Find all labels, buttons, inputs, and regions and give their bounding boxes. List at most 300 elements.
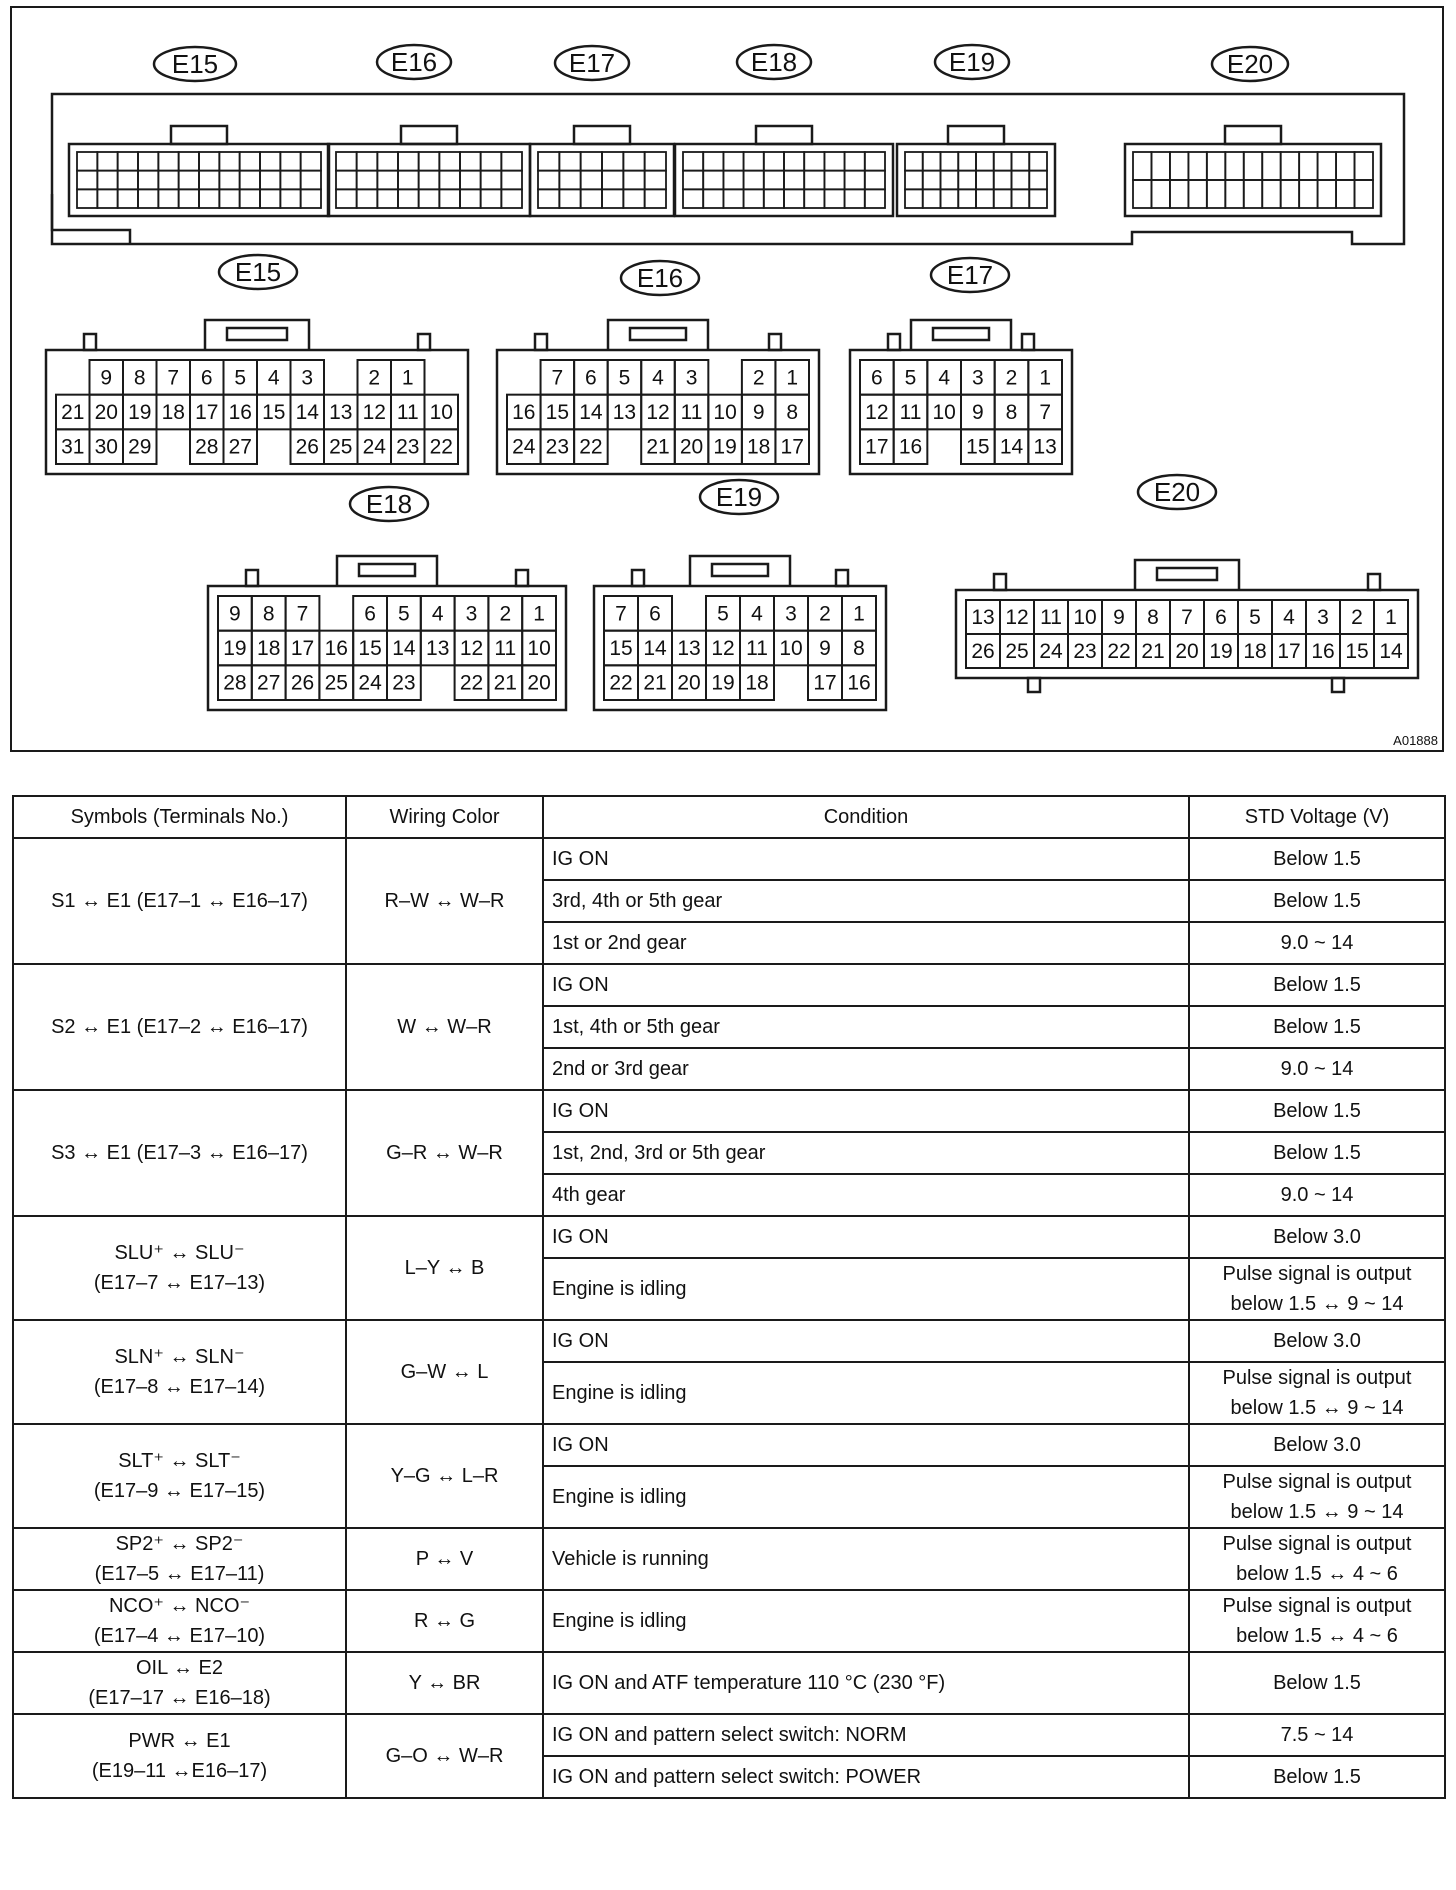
table-row: [13, 1090, 1445, 1132]
top-pin-cell: [744, 152, 764, 171]
top-pin-cell: [398, 152, 419, 171]
top-pin-cell: [645, 189, 666, 208]
pin-number: 8: [786, 401, 799, 424]
pin-number: 19: [128, 401, 152, 424]
top-pin-cell: [602, 171, 623, 190]
top-pin-cell: [1336, 152, 1354, 180]
connector-diagram: [10, 6, 1444, 752]
pin-number: 29: [128, 435, 152, 459]
pin-number: 15: [1345, 640, 1369, 663]
symbol-cell: S2 ↔ E1 (E17–2 ↔ E16–17): [13, 964, 346, 1090]
std-voltage-cell: Below 1.5: [1189, 1090, 1445, 1132]
top-pin-cell: [538, 171, 559, 190]
pin-number: 4: [267, 366, 280, 390]
pin-number: 4: [431, 602, 444, 626]
std-voltage-cell: Below 1.5: [1189, 838, 1445, 880]
pin-number: 22: [609, 671, 633, 695]
top-pin-cell: [905, 152, 923, 171]
condition-cell: 1st, 4th or 5th gear: [543, 1006, 1189, 1048]
top-pin-cell: [97, 171, 117, 190]
top-pin-cell: [158, 189, 178, 208]
top-pin-cell: [1225, 180, 1243, 208]
top-pin-cell: [941, 171, 959, 190]
top-pin-cell: [623, 189, 644, 208]
top-pin-cell: [581, 189, 602, 208]
std-voltage-cell: Pulse signal is output below 1.5 ↔ 9 ~ 14: [1189, 1258, 1445, 1320]
pin-number: 23: [1073, 640, 1097, 663]
top-pin-cell: [199, 171, 219, 190]
top-pin-cell: [1207, 180, 1225, 208]
pin-number: 8: [1147, 606, 1159, 629]
top-pin-cell: [804, 189, 824, 208]
pin-number: 1: [533, 602, 545, 626]
connector-post: [516, 570, 528, 586]
header-condition: Condition: [543, 796, 1189, 838]
top-pin-cell: [1029, 171, 1047, 190]
top-pin-cell: [1012, 171, 1030, 190]
top-pin-cell: [559, 152, 580, 171]
face-e17-label: E17: [946, 260, 994, 290]
symbol-cell: S1 ↔ E1 (E17–1 ↔ E16–17): [13, 838, 346, 964]
top-pin-cell: [784, 152, 804, 171]
pin-number: 19: [1209, 640, 1233, 663]
pin-number: 18: [745, 671, 769, 695]
top-pin-cell: [958, 152, 976, 171]
pin-number: 19: [711, 671, 735, 695]
pin-number: 27: [257, 671, 281, 695]
pin-number: 12: [1005, 606, 1029, 629]
pin-number: 15: [609, 637, 633, 660]
top-pin-cell: [1355, 152, 1373, 180]
top-pin-cell: [280, 171, 300, 190]
top-pin-cell: [138, 189, 158, 208]
pin-number: 8: [262, 602, 275, 626]
top-pin-cell: [764, 189, 784, 208]
pin-number: 20: [527, 671, 551, 695]
pin-number: 10: [932, 401, 956, 424]
top-pin-cell: [1188, 152, 1206, 180]
pin-number: 7: [1181, 606, 1193, 629]
connector-post: [632, 570, 644, 586]
top-pin-cell: [118, 171, 138, 190]
top-pin-cell: [77, 152, 97, 171]
top-pin-cell: [439, 152, 460, 171]
top-connector-latch: [401, 126, 457, 144]
table-row: [13, 1216, 1445, 1258]
std-voltage-cell: Pulse signal is output below 1.5 ↔ 4 ~ 6: [1189, 1590, 1445, 1652]
pin-number: 3: [785, 602, 797, 626]
top-pin-cell: [1281, 152, 1299, 180]
header-std-voltage: STD Voltage (V): [1189, 796, 1445, 838]
pin-number: 7: [1039, 401, 1052, 424]
top-pin-cell: [744, 171, 764, 190]
pin-number: 12: [711, 637, 735, 660]
pin-number: 22: [429, 435, 453, 459]
top-pin-cell: [219, 189, 239, 208]
top-pin-cell: [958, 171, 976, 190]
connector-post: [994, 574, 1006, 590]
condition-cell: IG ON: [543, 1090, 1189, 1132]
top-pin-cell: [623, 152, 644, 171]
pin-number: 21: [643, 671, 667, 695]
condition-cell: Engine is idling: [543, 1590, 1189, 1652]
top-pin-cell: [1318, 180, 1336, 208]
pin-number: 2: [1351, 606, 1363, 629]
std-voltage-cell: Below 1.5: [1189, 1006, 1445, 1048]
top-pin-cell: [824, 171, 844, 190]
top-pin-cell: [77, 171, 97, 190]
connector-post: [1028, 678, 1040, 692]
top-pin-cell: [439, 189, 460, 208]
wiring-color-cell: R ↔ G: [346, 1590, 543, 1652]
pin-number: 14: [295, 401, 319, 424]
pin-number: 13: [971, 606, 995, 629]
top-pin-cell: [784, 171, 804, 190]
top-pin-cell: [1262, 152, 1280, 180]
pin-number: 11: [396, 401, 419, 424]
top-pin-cell: [419, 171, 440, 190]
top-pin-cell: [199, 189, 219, 208]
top-pin-cell: [501, 171, 522, 190]
condition-cell: 1st or 2nd gear: [543, 922, 1189, 964]
condition-cell: IG ON: [543, 1216, 1189, 1258]
top-pin-cell: [581, 171, 602, 190]
pin-number: 14: [579, 401, 603, 424]
pin-number: 12: [646, 401, 670, 424]
top-pin-cell: [976, 189, 994, 208]
top-pin-cell: [559, 171, 580, 190]
pin-number: 21: [493, 671, 517, 695]
pin-number: 27: [228, 435, 252, 459]
top-pin-cell: [179, 171, 199, 190]
top-pin-cell: [923, 189, 941, 208]
pin-number: 11: [1040, 606, 1062, 629]
pin-number: 20: [94, 401, 118, 424]
top-e16-label: E16: [390, 47, 438, 77]
ecu-housing: [52, 94, 1404, 244]
pin-number: 6: [200, 366, 213, 390]
condition-cell: IG ON and ATF temperature 110 °C (230 °F): [543, 1652, 1189, 1714]
top-pin-cell: [602, 152, 623, 171]
pin-number: 14: [392, 637, 416, 660]
pin-number: 6: [364, 602, 376, 626]
pin-number: 14: [1379, 640, 1403, 663]
symbol-cell: S3 ↔ E1 (E17–3 ↔ E16–17): [13, 1090, 346, 1216]
pin-number: 20: [679, 435, 704, 459]
connector-latch-slot: [933, 328, 989, 340]
pin-number: 19: [713, 435, 737, 459]
top-pin-cell: [1225, 152, 1243, 180]
face-e20-label: E20: [1153, 477, 1201, 507]
top-pin-cell: [941, 189, 959, 208]
top-pin-cell: [905, 171, 923, 190]
std-voltage-cell: Pulse signal is output below 1.5 ↔ 4 ~ 6: [1189, 1528, 1445, 1590]
std-voltage-cell: Pulse signal is output below 1.5 ↔ 9 ~ 14: [1189, 1466, 1445, 1528]
top-pin-cell: [1151, 180, 1169, 208]
top-pin-cell: [219, 152, 239, 171]
top-pin-cell: [1244, 152, 1262, 180]
top-pin-cell: [419, 152, 440, 171]
connector-post: [246, 570, 258, 586]
pin-number: 16: [512, 401, 536, 424]
pin-number: 10: [779, 637, 803, 660]
pin-number: 4: [1283, 606, 1295, 629]
pin-number: 18: [257, 637, 281, 660]
top-pin-cell: [260, 152, 280, 171]
symbol-cell: SLN⁺ ↔ SLN⁻ (E17–8 ↔ E17–14): [13, 1320, 346, 1424]
pin-number: 2: [819, 602, 831, 626]
pin-number: 8: [133, 366, 146, 390]
condition-cell: IG ON: [543, 1424, 1189, 1466]
pin-number: 13: [677, 637, 701, 660]
pin-number: 2: [752, 366, 765, 390]
top-connector-latch: [171, 126, 227, 144]
top-pin-cell: [1012, 189, 1030, 208]
top-pin-cell: [703, 171, 723, 190]
pin-number: 16: [898, 435, 923, 459]
top-connector-latch: [574, 126, 630, 144]
top-pin-cell: [1336, 180, 1354, 208]
top-connector-e16: [328, 144, 530, 216]
header-wiring-color: Wiring Color: [346, 796, 543, 838]
pin-number: 21: [646, 435, 670, 459]
pin-number: 6: [649, 602, 661, 626]
std-voltage-cell: Pulse signal is output below 1.5 ↔ 9 ~ 14: [1189, 1362, 1445, 1424]
connector-latch: [1135, 560, 1239, 590]
top-pin-cell: [804, 171, 824, 190]
wiring-color-cell: Y–G ↔ L–R: [346, 1424, 543, 1528]
connector-post: [535, 334, 547, 350]
top-pin-cell: [905, 189, 923, 208]
pin-number: 24: [362, 435, 386, 459]
top-pin-cell: [460, 189, 481, 208]
pin-number: 12: [865, 401, 889, 424]
pin-number: 25: [329, 435, 353, 459]
condition-cell: Vehicle is running: [543, 1528, 1189, 1590]
pin-number: 1: [1039, 366, 1052, 390]
top-pin-cell: [845, 189, 865, 208]
top-pin-cell: [481, 171, 502, 190]
top-pin-cell: [1012, 152, 1030, 171]
condition-cell: IG ON and pattern select switch: POWER: [543, 1756, 1189, 1798]
pin-number: 26: [290, 671, 315, 695]
pin-number: 18: [161, 401, 185, 424]
pin-number: 5: [398, 602, 410, 626]
pin-number: 13: [426, 637, 450, 660]
table-row: [13, 1714, 1445, 1756]
connector-latch: [608, 320, 708, 350]
connector-latch: [690, 556, 790, 586]
top-pin-cell: [723, 152, 743, 171]
table-row: [13, 1590, 1445, 1652]
pin-number: 13: [1033, 435, 1057, 459]
wiring-color-cell: R–W ↔ W–R: [346, 838, 543, 964]
pin-number: 9: [1113, 606, 1125, 629]
connector-post: [1368, 574, 1380, 590]
symbol-cell: NCO⁺ ↔ NCO⁻ (E17–4 ↔ E17–10): [13, 1590, 346, 1652]
std-voltage-cell: 9.0 ~ 14: [1189, 922, 1445, 964]
pin-number: 28: [195, 435, 219, 459]
top-pin-cell: [923, 152, 941, 171]
std-voltage-cell: 9.0 ~ 14: [1189, 1174, 1445, 1216]
pin-number: 20: [1175, 640, 1199, 663]
pin-number: 9: [229, 602, 241, 626]
face-e15-label: E15: [234, 257, 282, 287]
top-pin-cell: [804, 152, 824, 171]
connector-post: [1022, 334, 1034, 350]
symbol-cell: SP2⁺ ↔ SP2⁻ (E17–5 ↔ E17–11): [13, 1528, 346, 1590]
top-pin-cell: [683, 171, 703, 190]
top-pin-cell: [723, 171, 743, 190]
top-pin-cell: [958, 189, 976, 208]
connector-post: [769, 334, 781, 350]
symbol-cell: PWR ↔ E1 (E19–11 ↔E16–17): [13, 1714, 346, 1798]
top-e19-label: E19: [948, 47, 996, 77]
pin-number: 17: [780, 435, 804, 459]
top-pin-cell: [336, 189, 357, 208]
top-pin-cell: [280, 152, 300, 171]
pin-number: 20: [677, 671, 701, 695]
condition-cell: IG ON: [543, 838, 1189, 880]
pin-number: 17: [813, 671, 837, 695]
condition-cell: IG ON: [543, 964, 1189, 1006]
connector-latch-slot: [359, 564, 415, 576]
top-pin-cell: [419, 189, 440, 208]
pin-number: 18: [1243, 640, 1267, 663]
pin-number: 9: [819, 637, 831, 660]
pin-number: 14: [999, 435, 1024, 459]
pin-number: 14: [643, 637, 667, 660]
top-e15-label: E15: [171, 49, 219, 79]
table-header-row: [13, 796, 1445, 838]
pin-number: 10: [713, 401, 737, 424]
pin-number: 7: [296, 602, 309, 626]
top-pin-cell: [118, 189, 138, 208]
top-pin-cell: [1281, 180, 1299, 208]
top-e18-label: E18: [750, 47, 798, 77]
std-voltage-cell: 7.5 ~ 14: [1189, 1714, 1445, 1756]
pin-number: 24: [512, 435, 536, 459]
pin-number: 26: [295, 435, 319, 459]
pin-number: 6: [870, 366, 883, 390]
pin-number: 10: [429, 401, 453, 424]
pin-number: 15: [358, 637, 382, 660]
top-pin-cell: [460, 171, 481, 190]
top-pin-cell: [179, 152, 199, 171]
table-row: [13, 1652, 1445, 1714]
pin-number: 21: [1141, 640, 1165, 663]
std-voltage-cell: 9.0 ~ 14: [1189, 1048, 1445, 1090]
top-pin-cell: [199, 152, 219, 171]
top-pin-cell: [138, 152, 158, 171]
pin-number: 24: [1039, 640, 1063, 663]
top-connector-latch: [948, 126, 1004, 144]
top-pin-cell: [398, 189, 419, 208]
symbol-cell: SLU⁺ ↔ SLU⁻ (E17–7 ↔ E17–13): [13, 1216, 346, 1320]
connector-post: [84, 334, 96, 350]
connector-latch-slot: [712, 564, 768, 576]
top-pin-cell: [179, 189, 199, 208]
pin-number: 11: [680, 401, 703, 424]
connector-latch: [911, 320, 1011, 350]
condition-cell: Engine is idling: [543, 1466, 1189, 1528]
top-pin-cell: [219, 171, 239, 190]
top-pin-cell: [1355, 180, 1373, 208]
top-connector-latch: [756, 126, 812, 144]
top-pin-cell: [645, 171, 666, 190]
table-row: [13, 1528, 1445, 1590]
top-pin-cell: [481, 189, 502, 208]
top-pin-cell: [1170, 152, 1188, 180]
pin-number: 8: [853, 637, 865, 660]
top-pin-cell: [260, 171, 280, 190]
pin-number: 19: [223, 637, 247, 660]
std-voltage-cell: Below 1.5: [1189, 1132, 1445, 1174]
wiring-color-cell: P ↔ V: [346, 1528, 543, 1590]
std-voltage-cell: Below 3.0: [1189, 1216, 1445, 1258]
pin-number: 22: [1107, 640, 1131, 663]
connector-post: [418, 334, 430, 350]
condition-cell: 4th gear: [543, 1174, 1189, 1216]
pin-number: 16: [324, 637, 348, 660]
top-pin-cell: [301, 189, 321, 208]
pin-number: 22: [579, 435, 603, 459]
connector-post: [836, 570, 848, 586]
pin-number: 9: [100, 366, 113, 390]
top-pin-cell: [623, 171, 644, 190]
top-pin-cell: [703, 152, 723, 171]
pin-number: 2: [368, 366, 381, 390]
table-row: [13, 964, 1445, 1006]
pin-number: 30: [94, 435, 118, 459]
top-pin-cell: [118, 152, 138, 171]
top-pin-cell: [1207, 152, 1225, 180]
top-pin-cell: [865, 171, 885, 190]
header-symbols: Symbols (Terminals No.): [13, 796, 346, 838]
pin-number: 7: [167, 366, 180, 390]
top-pin-cell: [824, 152, 844, 171]
pin-number: 11: [899, 401, 922, 424]
pin-number: 15: [545, 401, 570, 424]
wiring-color-cell: G–W ↔ L: [346, 1320, 543, 1424]
condition-cell: IG ON and pattern select switch: NORM: [543, 1714, 1189, 1756]
connector-latch-slot: [630, 328, 686, 340]
top-pin-cell: [976, 171, 994, 190]
top-pin-cell: [158, 171, 178, 190]
top-connector-latch: [1225, 126, 1281, 144]
pin-number: 7: [551, 366, 564, 390]
top-pin-cell: [1029, 189, 1047, 208]
pin-number: 3: [1317, 606, 1329, 629]
connector-latch: [337, 556, 437, 586]
face-e16-label: E16: [636, 263, 684, 293]
pin-number: 26: [971, 640, 995, 663]
top-pin-cell: [460, 152, 481, 171]
top-pin-cell: [439, 171, 460, 190]
top-pin-cell: [559, 189, 580, 208]
top-pin-cell: [845, 152, 865, 171]
top-pin-cell: [723, 189, 743, 208]
top-pin-cell: [240, 152, 260, 171]
top-e20-label: E20: [1226, 49, 1274, 79]
std-voltage-cell: Below 1.5: [1189, 1652, 1445, 1714]
pin-number: 13: [329, 401, 353, 424]
std-voltage-cell: Below 1.5: [1189, 880, 1445, 922]
top-pin-cell: [138, 171, 158, 190]
pin-number: 3: [465, 602, 478, 626]
table-row: [13, 1424, 1445, 1466]
top-pin-cell: [501, 152, 522, 171]
